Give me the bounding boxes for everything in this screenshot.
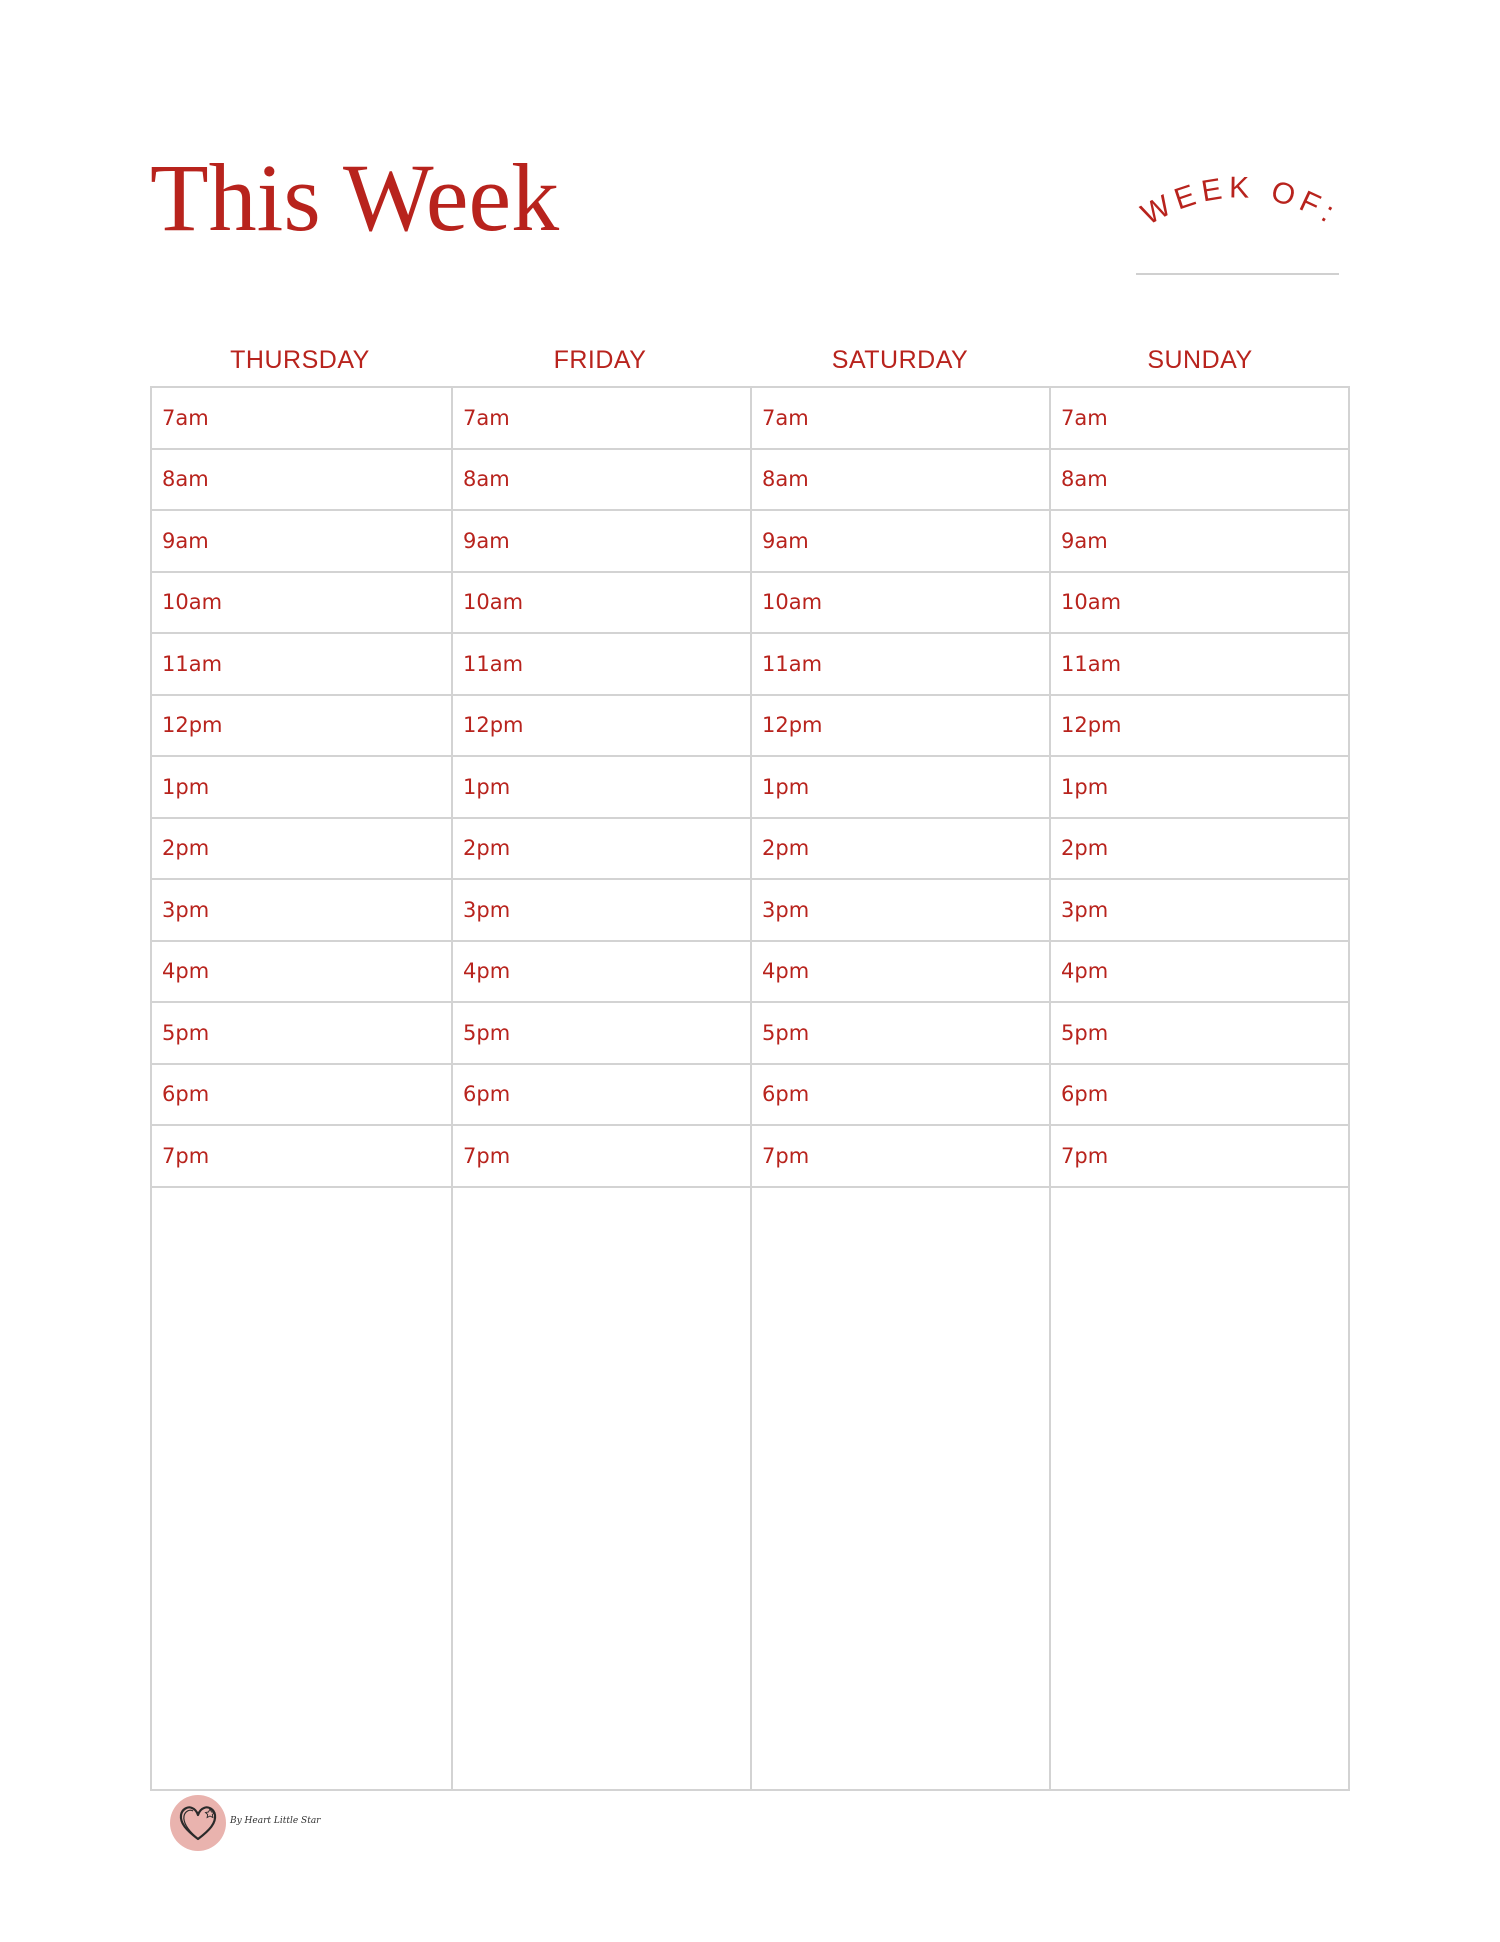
time-slot[interactable]: 12pm — [453, 696, 750, 758]
time-slot[interactable]: 2pm — [453, 819, 750, 881]
time-slot[interactable]: 8am — [752, 450, 1049, 512]
time-slot[interactable]: 2pm — [752, 819, 1049, 881]
time-slot[interactable]: 6pm — [752, 1065, 1049, 1127]
day-header-sunday: SUNDAY — [1147, 346, 1253, 374]
time-slot[interactable]: 6pm — [1051, 1065, 1348, 1127]
day-column-sunday — [1049, 388, 1348, 1789]
time-slot[interactable]: 1pm — [752, 757, 1049, 819]
time-slot[interactable]: 3pm — [752, 880, 1049, 942]
time-slot[interactable]: 6pm — [453, 1065, 750, 1127]
schedule-grid — [150, 386, 1350, 1791]
time-slot[interactable]: 9am — [453, 511, 750, 573]
day-header-friday: FRIDAY — [553, 346, 647, 374]
time-slot[interactable]: 5pm — [152, 1003, 451, 1065]
time-slot[interactable]: 8am — [453, 450, 750, 512]
day-column-thursday — [152, 388, 451, 1789]
time-slot[interactable]: 10am — [152, 573, 451, 635]
time-slot[interactable]: 5pm — [453, 1003, 750, 1065]
time-slot[interactable]: 11am — [152, 634, 451, 696]
week-of-text: WEEK OF: — [1136, 171, 1345, 232]
day-header-saturday: SATURDAY — [831, 346, 969, 374]
time-slot[interactable]: 10am — [1051, 573, 1348, 635]
time-slot[interactable]: 7pm — [453, 1126, 750, 1188]
page-title: This Week — [150, 144, 560, 251]
time-slot[interactable]: 8am — [1051, 450, 1348, 512]
time-slot[interactable]: 4pm — [1051, 942, 1348, 1004]
week-of-label — [1130, 150, 1350, 240]
time-slot[interactable]: 4pm — [453, 942, 750, 1004]
time-slot[interactable]: 2pm — [1051, 819, 1348, 881]
time-slot[interactable]: 11am — [1051, 634, 1348, 696]
time-slot[interactable]: 10am — [453, 573, 750, 635]
notes-area[interactable] — [152, 1188, 451, 1790]
time-slot[interactable]: 1pm — [1051, 757, 1348, 819]
time-slot[interactable]: 4pm — [152, 942, 451, 1004]
day-column-friday — [451, 388, 750, 1789]
time-slot[interactable]: 11am — [453, 634, 750, 696]
time-slot[interactable]: 6pm — [152, 1065, 451, 1127]
time-slot[interactable]: 7am — [1051, 388, 1348, 450]
time-slot[interactable]: 4pm — [752, 942, 1049, 1004]
notes-area[interactable] — [752, 1188, 1049, 1790]
time-slot[interactable]: 12pm — [752, 696, 1049, 758]
week-of-input-line[interactable] — [1136, 273, 1339, 275]
time-slot[interactable]: 2pm — [152, 819, 451, 881]
time-slot[interactable]: 10am — [752, 573, 1049, 635]
time-slot[interactable]: 5pm — [752, 1003, 1049, 1065]
notes-area[interactable] — [453, 1188, 750, 1790]
time-slot[interactable]: 3pm — [453, 880, 750, 942]
brand-text: By Heart Little Star — [230, 1816, 321, 1826]
time-slot[interactable]: 9am — [1051, 511, 1348, 573]
notes-area[interactable] — [1051, 1188, 1348, 1790]
time-slot[interactable]: 9am — [152, 511, 451, 573]
time-slot[interactable]: 7pm — [152, 1126, 451, 1188]
day-column-saturday — [750, 388, 1049, 1789]
time-slot[interactable]: 1pm — [453, 757, 750, 819]
time-slot[interactable]: 5pm — [1051, 1003, 1348, 1065]
brand-logo — [170, 1795, 226, 1851]
time-slot[interactable]: 3pm — [1051, 880, 1348, 942]
time-slot[interactable]: 7am — [152, 388, 451, 450]
time-slot[interactable]: 11am — [752, 634, 1049, 696]
time-slot[interactable]: 9am — [752, 511, 1049, 573]
time-slot[interactable]: 7am — [752, 388, 1049, 450]
time-slot[interactable]: 3pm — [152, 880, 451, 942]
time-slot[interactable]: 1pm — [152, 757, 451, 819]
day-header-thursday: THURSDAY — [230, 346, 370, 374]
day-headers — [150, 345, 1350, 385]
time-slot[interactable]: 7pm — [1051, 1126, 1348, 1188]
time-slot[interactable]: 12pm — [152, 696, 451, 758]
time-slot[interactable]: 12pm — [1051, 696, 1348, 758]
svg-text:WEEK OF: — [1136, 171, 1345, 232]
time-slot[interactable]: 7am — [453, 388, 750, 450]
time-slot[interactable]: 8am — [152, 450, 451, 512]
time-slot[interactable]: 7pm — [752, 1126, 1049, 1188]
heart-icon — [176, 1803, 220, 1843]
